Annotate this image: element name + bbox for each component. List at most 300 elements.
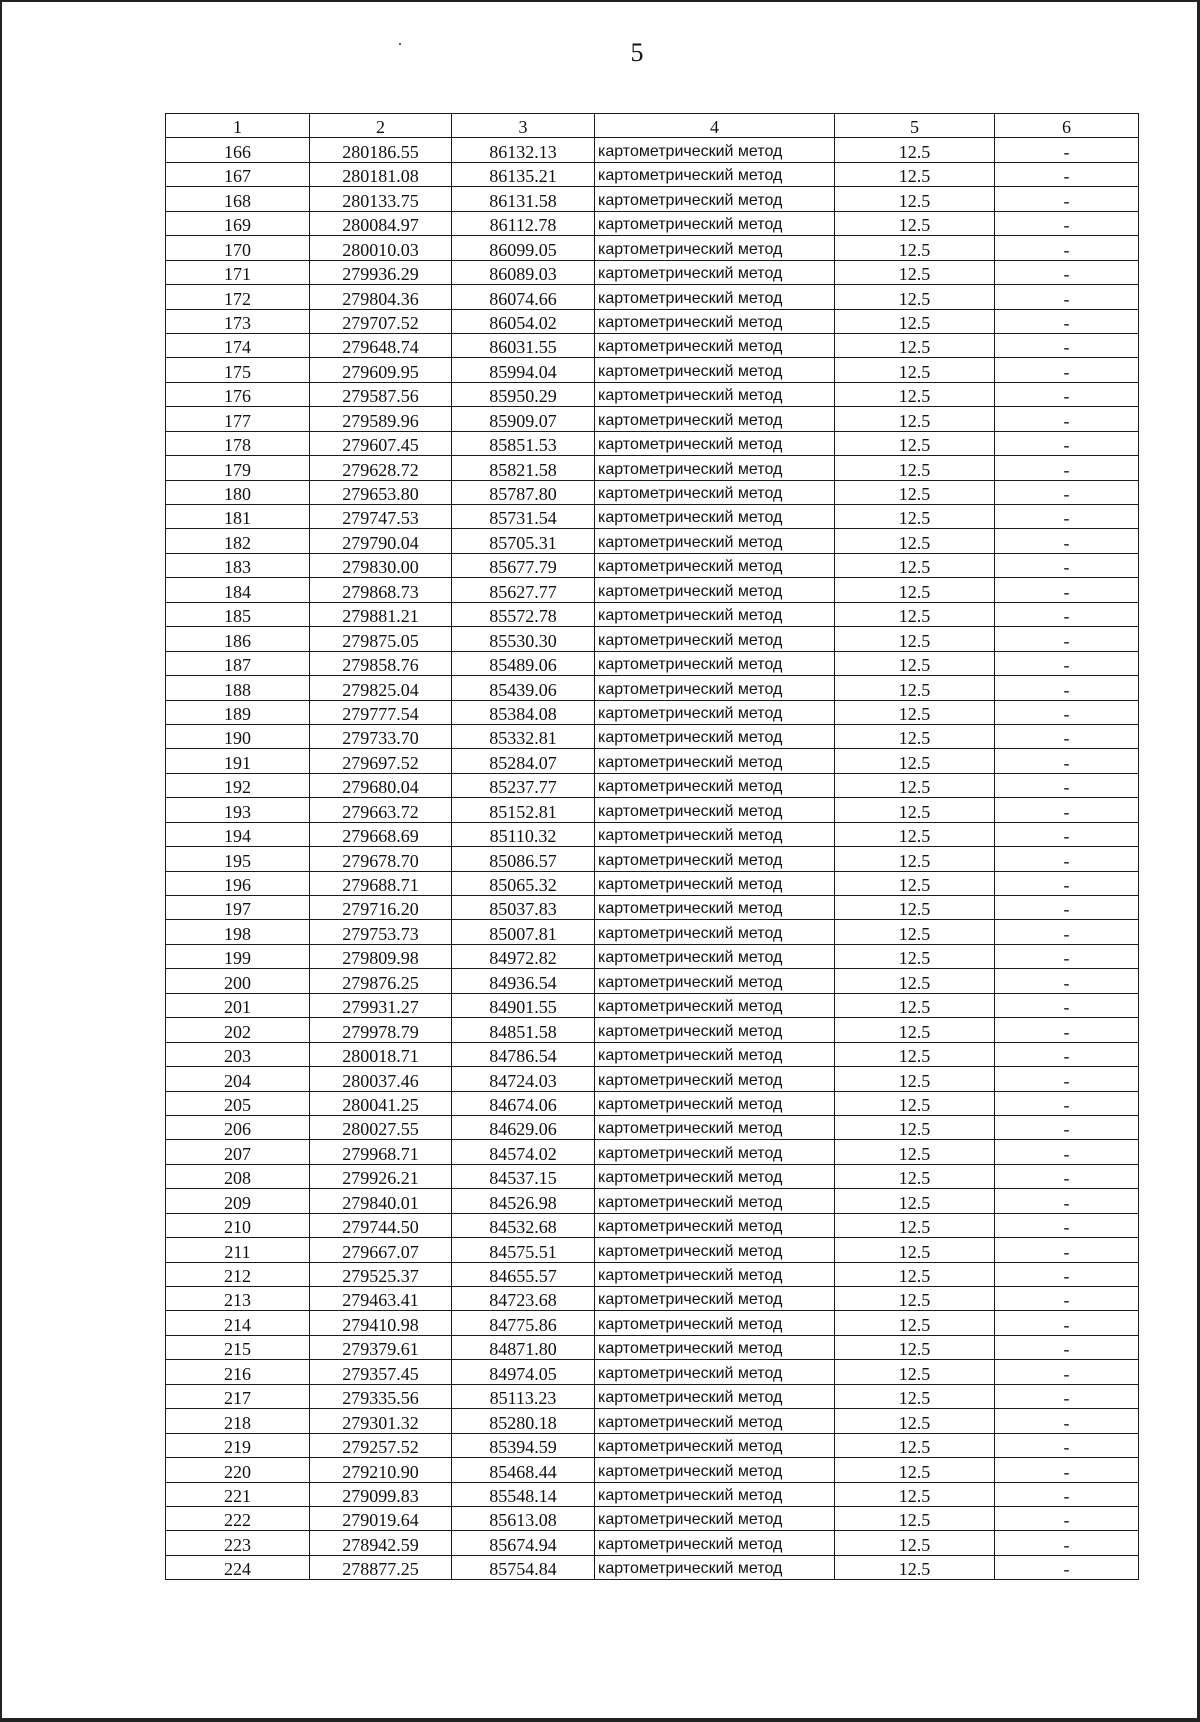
table-row: [166, 602, 1139, 626]
table-row: [166, 1384, 1139, 1408]
table-row: [166, 993, 1139, 1017]
page-number: 5: [630, 38, 644, 67]
y-coordinate-cell: 84537.15: [452, 1164, 595, 1188]
y-coordinate-cell: 84575.51: [452, 1238, 595, 1262]
y-coordinate-cell: 85851.53: [452, 431, 595, 455]
point-number-cell: 166: [166, 138, 310, 162]
note-cell: -: [995, 822, 1139, 846]
method-cell: картометрический метод: [595, 1140, 835, 1164]
note-cell: -: [995, 553, 1139, 577]
note-cell: -: [995, 162, 1139, 186]
note-cell: -: [995, 1091, 1139, 1115]
point-number-cell: 208: [166, 1164, 310, 1188]
table-row: [166, 236, 1139, 260]
table-row: [166, 1531, 1139, 1555]
table-row: [166, 1506, 1139, 1530]
note-cell: -: [995, 578, 1139, 602]
x-coordinate-cell: 280037.46: [310, 1067, 452, 1091]
note-cell: -: [995, 1506, 1139, 1530]
accuracy-cell: 12.5: [835, 993, 995, 1017]
method-cell: картометрический метод: [595, 798, 835, 822]
method-cell: картометрический метод: [595, 529, 835, 553]
note-cell: -: [995, 1067, 1139, 1091]
point-number-cell: 183: [166, 553, 310, 577]
accuracy-cell: 12.5: [835, 627, 995, 651]
y-coordinate-cell: 84532.68: [452, 1213, 595, 1237]
note-cell: -: [995, 1238, 1139, 1262]
method-cell: картометрический метод: [595, 236, 835, 260]
note-cell: -: [995, 1140, 1139, 1164]
method-cell: картометрический метод: [595, 1506, 835, 1530]
y-coordinate-cell: 84574.02: [452, 1140, 595, 1164]
point-number-cell: 215: [166, 1335, 310, 1359]
accuracy-cell: 12.5: [835, 1042, 995, 1066]
x-coordinate-cell: 279210.90: [310, 1458, 452, 1482]
note-cell: -: [995, 309, 1139, 333]
method-cell: картометрический метод: [595, 1115, 835, 1139]
method-cell: картометрический метод: [595, 1458, 835, 1482]
accuracy-cell: 12.5: [835, 1311, 995, 1335]
note-cell: -: [995, 260, 1139, 284]
y-coordinate-cell: 84629.06: [452, 1115, 595, 1139]
method-cell: картометрический метод: [595, 1335, 835, 1359]
point-number-cell: 175: [166, 358, 310, 382]
x-coordinate-cell: 279809.98: [310, 944, 452, 968]
column-header-1: 1: [166, 114, 310, 138]
accuracy-cell: 12.5: [835, 700, 995, 724]
y-coordinate-cell: 85332.81: [452, 724, 595, 748]
method-cell: картометрический метод: [595, 1042, 835, 1066]
method-cell: картометрический метод: [595, 1409, 835, 1433]
x-coordinate-cell: 279936.29: [310, 260, 452, 284]
method-cell: картометрический метод: [595, 309, 835, 333]
accuracy-cell: 12.5: [835, 1262, 995, 1286]
point-number-cell: 187: [166, 651, 310, 675]
method-cell: картометрический метод: [595, 773, 835, 797]
accuracy-cell: 12.5: [835, 1360, 995, 1384]
accuracy-cell: 12.5: [835, 1482, 995, 1506]
point-number-cell: 182: [166, 529, 310, 553]
x-coordinate-cell: 279753.73: [310, 920, 452, 944]
y-coordinate-cell: 86099.05: [452, 236, 595, 260]
point-number-cell: 177: [166, 407, 310, 431]
method-cell: картометрический метод: [595, 553, 835, 577]
x-coordinate-cell: 279804.36: [310, 285, 452, 309]
method-cell: картометрический метод: [595, 822, 835, 846]
note-cell: -: [995, 1042, 1139, 1066]
accuracy-cell: 12.5: [835, 749, 995, 773]
accuracy-cell: 12.5: [835, 1433, 995, 1457]
table-row: [166, 1213, 1139, 1237]
y-coordinate-cell: 84724.03: [452, 1067, 595, 1091]
accuracy-cell: 12.5: [835, 1189, 995, 1213]
x-coordinate-cell: 279668.69: [310, 822, 452, 846]
method-cell: картометрический метод: [595, 1262, 835, 1286]
x-coordinate-cell: 279840.01: [310, 1189, 452, 1213]
table-row: [166, 456, 1139, 480]
y-coordinate-cell: 86074.66: [452, 285, 595, 309]
note-cell: -: [995, 1384, 1139, 1408]
y-coordinate-cell: 85572.78: [452, 602, 595, 626]
y-coordinate-cell: 85821.58: [452, 456, 595, 480]
point-number-cell: 209: [166, 1189, 310, 1213]
table-row: [166, 260, 1139, 284]
method-cell: картометрический метод: [595, 651, 835, 675]
method-cell: картометрический метод: [595, 1067, 835, 1091]
point-number-cell: 205: [166, 1091, 310, 1115]
accuracy-cell: 12.5: [835, 1164, 995, 1188]
accuracy-cell: 12.5: [835, 676, 995, 700]
point-number-cell: 200: [166, 969, 310, 993]
accuracy-cell: 12.5: [835, 285, 995, 309]
table-row: [166, 676, 1139, 700]
column-header-4: 4: [595, 114, 835, 138]
note-cell: -: [995, 1115, 1139, 1139]
method-cell: картометрический метод: [595, 1018, 835, 1042]
y-coordinate-cell: 85627.77: [452, 578, 595, 602]
table-row: [166, 309, 1139, 333]
x-coordinate-cell: 279926.21: [310, 1164, 452, 1188]
table-row: [166, 700, 1139, 724]
table-row: [166, 1115, 1139, 1139]
accuracy-cell: 12.5: [835, 1384, 995, 1408]
method-cell: картометрический метод: [595, 211, 835, 235]
table-row: [166, 1433, 1139, 1457]
x-coordinate-cell: 280010.03: [310, 236, 452, 260]
table-row: [166, 1042, 1139, 1066]
y-coordinate-cell: 85284.07: [452, 749, 595, 773]
point-number-cell: 210: [166, 1213, 310, 1237]
table-row: [166, 969, 1139, 993]
note-cell: -: [995, 920, 1139, 944]
x-coordinate-cell: 279978.79: [310, 1018, 452, 1042]
x-coordinate-cell: 279019.64: [310, 1506, 452, 1530]
method-cell: картометрический метод: [595, 1433, 835, 1457]
x-coordinate-cell: 280133.75: [310, 187, 452, 211]
accuracy-cell: 12.5: [835, 480, 995, 504]
method-cell: картометрический метод: [595, 993, 835, 1017]
scan-border-top: [0, 0, 1200, 2]
method-cell: картометрический метод: [595, 920, 835, 944]
y-coordinate-cell: 84526.98: [452, 1189, 595, 1213]
note-cell: -: [995, 1311, 1139, 1335]
x-coordinate-cell: 279697.52: [310, 749, 452, 773]
point-number-cell: 176: [166, 382, 310, 406]
y-coordinate-cell: 84723.68: [452, 1287, 595, 1311]
note-cell: -: [995, 993, 1139, 1017]
table-row: [166, 822, 1139, 846]
table-row: [166, 651, 1139, 675]
table-row: [166, 920, 1139, 944]
x-coordinate-cell: 279609.95: [310, 358, 452, 382]
accuracy-cell: 12.5: [835, 407, 995, 431]
y-coordinate-cell: 86131.58: [452, 187, 595, 211]
note-cell: -: [995, 676, 1139, 700]
y-coordinate-cell: 84674.06: [452, 1091, 595, 1115]
point-number-cell: 190: [166, 724, 310, 748]
method-cell: картометрический метод: [595, 187, 835, 211]
accuracy-cell: 12.5: [835, 847, 995, 871]
point-number-cell: 185: [166, 602, 310, 626]
table-row: [166, 333, 1139, 357]
note-cell: -: [995, 1433, 1139, 1457]
column-header-3: 3: [452, 114, 595, 138]
table-row: [166, 1238, 1139, 1262]
point-number-cell: 222: [166, 1506, 310, 1530]
accuracy-cell: 12.5: [835, 896, 995, 920]
point-number-cell: 195: [166, 847, 310, 871]
note-cell: -: [995, 285, 1139, 309]
x-coordinate-cell: 279707.52: [310, 309, 452, 333]
accuracy-cell: 12.5: [835, 260, 995, 284]
point-number-cell: 224: [166, 1555, 310, 1579]
y-coordinate-cell: 85007.81: [452, 920, 595, 944]
x-coordinate-cell: 279716.20: [310, 896, 452, 920]
y-coordinate-cell: 84851.58: [452, 1018, 595, 1042]
note-cell: -: [995, 1335, 1139, 1359]
note-cell: -: [995, 1262, 1139, 1286]
table-row: [166, 187, 1139, 211]
point-number-cell: 194: [166, 822, 310, 846]
point-number-cell: 178: [166, 431, 310, 455]
accuracy-cell: 12.5: [835, 1018, 995, 1042]
y-coordinate-cell: 85394.59: [452, 1433, 595, 1457]
note-cell: -: [995, 749, 1139, 773]
y-coordinate-cell: 85489.06: [452, 651, 595, 675]
table-row: [166, 529, 1139, 553]
x-coordinate-cell: 279663.72: [310, 798, 452, 822]
point-number-cell: 186: [166, 627, 310, 651]
accuracy-cell: 12.5: [835, 1531, 995, 1555]
point-number-cell: 188: [166, 676, 310, 700]
accuracy-cell: 12.5: [835, 505, 995, 529]
method-cell: картометрический метод: [595, 602, 835, 626]
note-cell: -: [995, 138, 1139, 162]
accuracy-cell: 12.5: [835, 211, 995, 235]
method-cell: картометрический метод: [595, 407, 835, 431]
accuracy-cell: 12.5: [835, 1067, 995, 1091]
note-cell: -: [995, 969, 1139, 993]
x-coordinate-cell: 279875.05: [310, 627, 452, 651]
x-coordinate-cell: 280186.55: [310, 138, 452, 162]
accuracy-cell: 12.5: [835, 651, 995, 675]
method-cell: картометрический метод: [595, 896, 835, 920]
table-row: [166, 896, 1139, 920]
accuracy-cell: 12.5: [835, 578, 995, 602]
table-row: [166, 749, 1139, 773]
table-row: [166, 871, 1139, 895]
accuracy-cell: 12.5: [835, 1140, 995, 1164]
point-number-cell: 211: [166, 1238, 310, 1262]
table-row: [166, 1482, 1139, 1506]
accuracy-cell: 12.5: [835, 1335, 995, 1359]
accuracy-cell: 12.5: [835, 333, 995, 357]
method-cell: картометрический метод: [595, 676, 835, 700]
method-cell: картометрический метод: [595, 871, 835, 895]
accuracy-cell: 12.5: [835, 1115, 995, 1139]
point-number-cell: 223: [166, 1531, 310, 1555]
method-cell: картометрический метод: [595, 627, 835, 651]
y-coordinate-cell: 84871.80: [452, 1335, 595, 1359]
x-coordinate-cell: 279825.04: [310, 676, 452, 700]
x-coordinate-cell: 279688.71: [310, 871, 452, 895]
x-coordinate-cell: 278877.25: [310, 1555, 452, 1579]
table-row: [166, 1164, 1139, 1188]
note-cell: -: [995, 1287, 1139, 1311]
x-coordinate-cell: 280027.55: [310, 1115, 452, 1139]
table-row: [166, 944, 1139, 968]
note-cell: -: [995, 1409, 1139, 1433]
point-number-cell: 174: [166, 333, 310, 357]
scan-border-left: [0, 0, 2, 1722]
table-row: [166, 138, 1139, 162]
accuracy-cell: 12.5: [835, 798, 995, 822]
x-coordinate-cell: 279790.04: [310, 529, 452, 553]
table-row: [166, 505, 1139, 529]
x-coordinate-cell: 279653.80: [310, 480, 452, 504]
point-number-cell: 181: [166, 505, 310, 529]
method-cell: картометрический метод: [595, 285, 835, 309]
point-number-cell: 180: [166, 480, 310, 504]
table-body: [166, 138, 1139, 1580]
x-coordinate-cell: 279680.04: [310, 773, 452, 797]
y-coordinate-cell: 85530.30: [452, 627, 595, 651]
note-cell: -: [995, 700, 1139, 724]
note-cell: -: [995, 1531, 1139, 1555]
accuracy-cell: 12.5: [835, 871, 995, 895]
table-row: [166, 627, 1139, 651]
table-row: [166, 578, 1139, 602]
method-cell: картометрический метод: [595, 847, 835, 871]
method-cell: картометрический метод: [595, 260, 835, 284]
table-row: [166, 382, 1139, 406]
note-cell: -: [995, 1213, 1139, 1237]
accuracy-cell: 12.5: [835, 358, 995, 382]
point-number-cell: 193: [166, 798, 310, 822]
method-cell: картометрический метод: [595, 1531, 835, 1555]
x-coordinate-cell: 279881.21: [310, 602, 452, 626]
y-coordinate-cell: 86089.03: [452, 260, 595, 284]
y-coordinate-cell: 84936.54: [452, 969, 595, 993]
accuracy-cell: 12.5: [835, 187, 995, 211]
point-number-cell: 220: [166, 1458, 310, 1482]
method-cell: картометрический метод: [595, 944, 835, 968]
table-row: [166, 211, 1139, 235]
table-row: [166, 847, 1139, 871]
method-cell: картометрический метод: [595, 456, 835, 480]
x-coordinate-cell: 279587.56: [310, 382, 452, 406]
table-row: [166, 1140, 1139, 1164]
x-coordinate-cell: 279099.83: [310, 1482, 452, 1506]
y-coordinate-cell: 84775.86: [452, 1311, 595, 1335]
point-number-cell: 214: [166, 1311, 310, 1335]
note-cell: -: [995, 1189, 1139, 1213]
method-cell: картометрический метод: [595, 1360, 835, 1384]
y-coordinate-cell: 85037.83: [452, 896, 595, 920]
method-cell: картометрический метод: [595, 162, 835, 186]
note-cell: -: [995, 480, 1139, 504]
point-number-cell: 173: [166, 309, 310, 333]
point-number-cell: 218: [166, 1409, 310, 1433]
point-number-cell: 171: [166, 260, 310, 284]
accuracy-cell: 12.5: [835, 553, 995, 577]
x-coordinate-cell: 279628.72: [310, 456, 452, 480]
y-coordinate-cell: 85677.79: [452, 553, 595, 577]
table-row: [166, 724, 1139, 748]
table-row: [166, 1262, 1139, 1286]
point-number-cell: 196: [166, 871, 310, 895]
y-coordinate-cell: 85384.08: [452, 700, 595, 724]
table-row: [166, 407, 1139, 431]
accuracy-cell: 12.5: [835, 456, 995, 480]
table-row: [166, 773, 1139, 797]
table-row: [166, 162, 1139, 186]
x-coordinate-cell: 279667.07: [310, 1238, 452, 1262]
note-cell: -: [995, 456, 1139, 480]
x-coordinate-cell: 279589.96: [310, 407, 452, 431]
point-number-cell: 191: [166, 749, 310, 773]
table-row: [166, 1458, 1139, 1482]
note-cell: -: [995, 187, 1139, 211]
point-number-cell: 192: [166, 773, 310, 797]
x-coordinate-cell: 279744.50: [310, 1213, 452, 1237]
x-coordinate-cell: 280041.25: [310, 1091, 452, 1115]
note-cell: -: [995, 871, 1139, 895]
note-cell: -: [995, 773, 1139, 797]
accuracy-cell: 12.5: [835, 822, 995, 846]
y-coordinate-cell: 85113.23: [452, 1384, 595, 1408]
method-cell: картометрический метод: [595, 1287, 835, 1311]
method-cell: картометрический метод: [595, 1238, 835, 1262]
note-cell: -: [995, 1018, 1139, 1042]
method-cell: картометрический метод: [595, 1213, 835, 1237]
method-cell: картометрический метод: [595, 333, 835, 357]
y-coordinate-cell: 85065.32: [452, 871, 595, 895]
table-row: [166, 358, 1139, 382]
column-header-5: 5: [835, 114, 995, 138]
y-coordinate-cell: 85674.94: [452, 1531, 595, 1555]
x-coordinate-cell: 279830.00: [310, 553, 452, 577]
point-number-cell: 172: [166, 285, 310, 309]
table-row: [166, 553, 1139, 577]
table-row: [166, 1189, 1139, 1213]
x-coordinate-cell: 279733.70: [310, 724, 452, 748]
point-number-cell: 217: [166, 1384, 310, 1408]
note-cell: -: [995, 651, 1139, 675]
method-cell: картометрический метод: [595, 578, 835, 602]
accuracy-cell: 12.5: [835, 773, 995, 797]
point-number-cell: 169: [166, 211, 310, 235]
y-coordinate-cell: 85110.32: [452, 822, 595, 846]
note-cell: -: [995, 944, 1139, 968]
x-coordinate-cell: 279931.27: [310, 993, 452, 1017]
method-cell: картометрический метод: [595, 480, 835, 504]
table-row: [166, 1311, 1139, 1335]
table-row: [166, 798, 1139, 822]
method-cell: картометрический метод: [595, 969, 835, 993]
scan-border-bottom: [0, 1718, 1200, 1722]
note-cell: -: [995, 1555, 1139, 1579]
y-coordinate-cell: 85613.08: [452, 1506, 595, 1530]
table-row: [166, 1018, 1139, 1042]
point-number-cell: 203: [166, 1042, 310, 1066]
x-coordinate-cell: 279257.52: [310, 1433, 452, 1457]
y-coordinate-cell: 86135.21: [452, 162, 595, 186]
method-cell: картометрический метод: [595, 1311, 835, 1335]
x-coordinate-cell: 279357.45: [310, 1360, 452, 1384]
method-cell: картометрический метод: [595, 1384, 835, 1408]
table-header-row: [166, 114, 1139, 138]
